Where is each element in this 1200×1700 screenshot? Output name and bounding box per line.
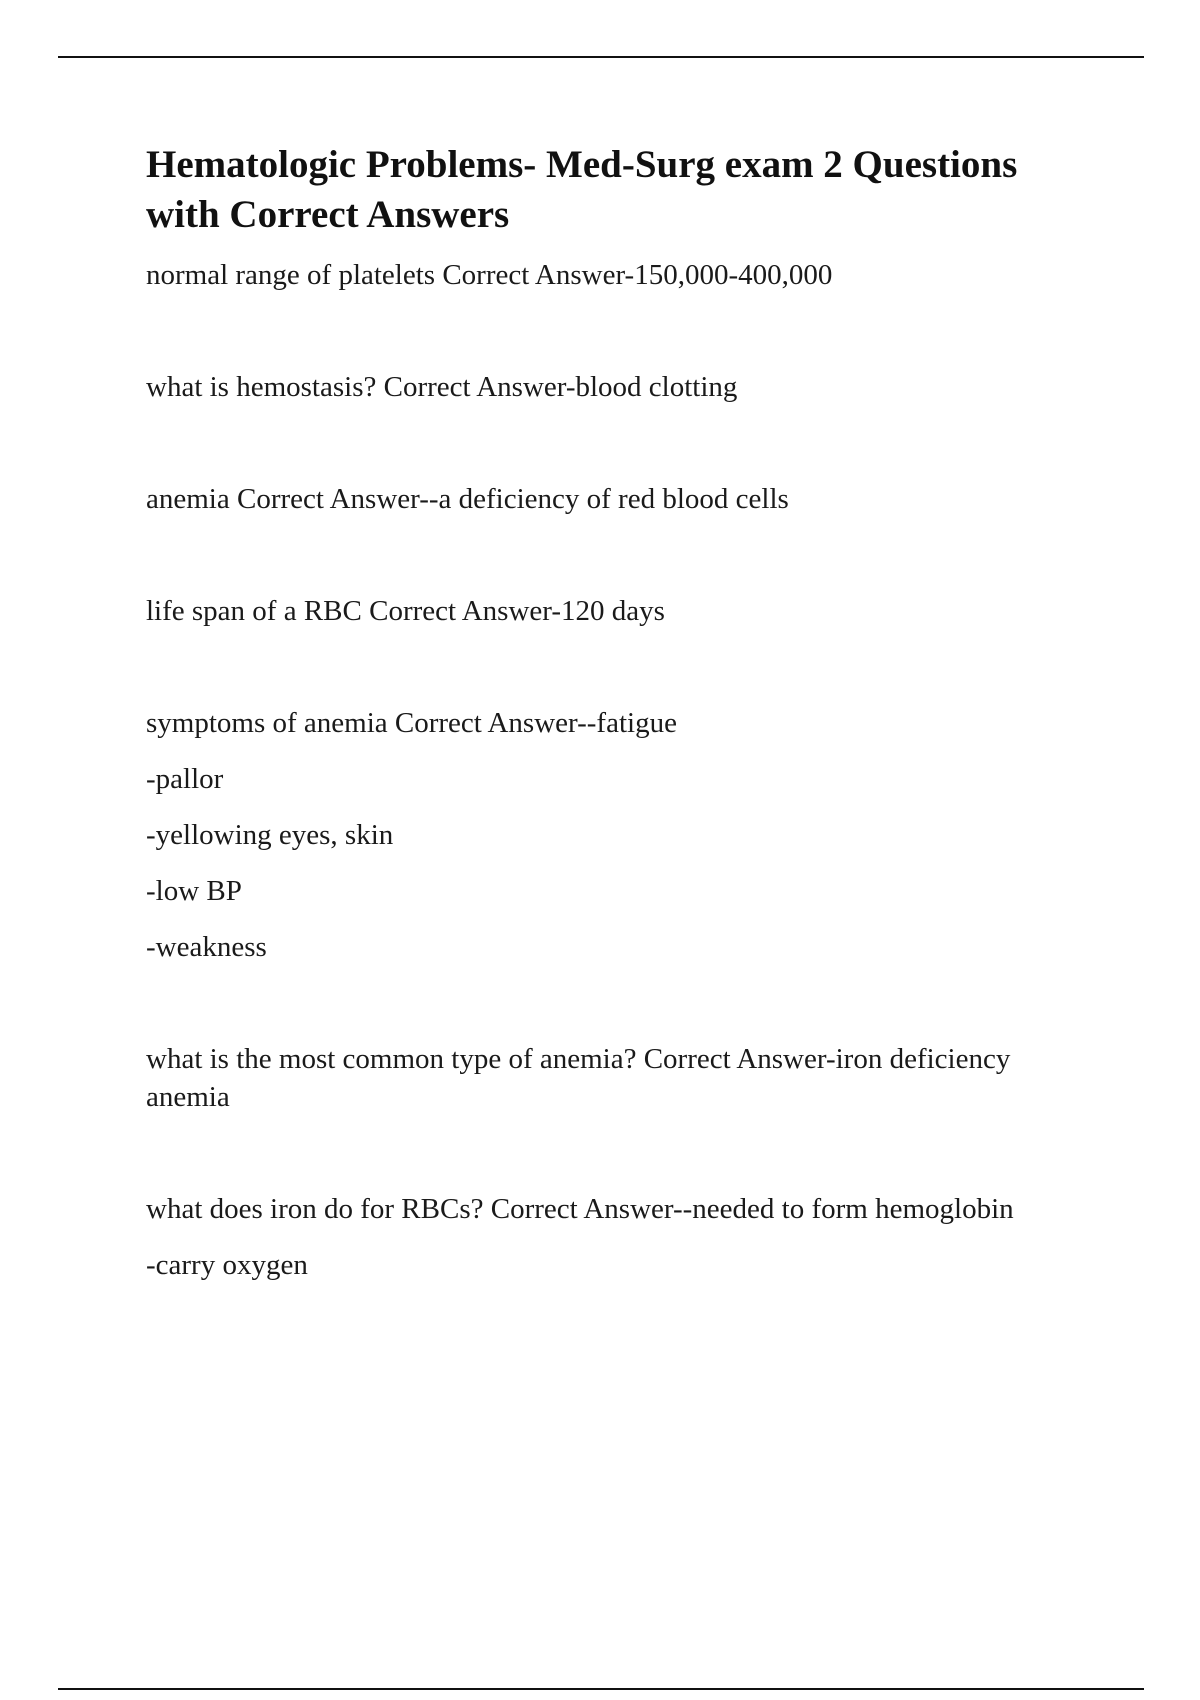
top-divider — [58, 56, 1144, 58]
qa-answer-bullet: -low BP — [146, 875, 242, 907]
qa-answer-bullet: -pallor — [146, 763, 224, 795]
qa-question-answer: what is the most common type of anemia? Correct Answer-iron deficiency anemia — [146, 1043, 1011, 1113]
qa-list — [146, 256, 1076, 1284]
qa-question-answer: what is hemostasis? Correct Answer-blood clotting — [146, 371, 738, 403]
bottom-divider — [58, 1688, 1144, 1690]
qa-question-answer: what does iron do for RBCs? Correct Answer--needed to form hemoglobin — [146, 1193, 1014, 1225]
qa-item — [146, 368, 1076, 406]
qa-question-answer: life span of a RBC Correct Answer-120 days — [146, 595, 665, 627]
qa-item — [146, 1040, 1076, 1116]
qa-answer-bullet: -yellowing eyes, skin — [146, 819, 394, 851]
qa-item — [146, 256, 1076, 294]
qa-answer-bullet: -weakness — [146, 931, 267, 963]
qa-item — [146, 1190, 1076, 1284]
qa-item — [146, 704, 1076, 966]
qa-item — [146, 592, 1076, 630]
qa-question-answer: normal range of platelets Correct Answer-150,000-400,000 — [146, 259, 833, 291]
qa-question-answer: symptoms of anemia Correct Answer--fatigue — [146, 707, 677, 739]
qa-answer-bullet: -carry oxygen — [146, 1249, 308, 1281]
qa-question-answer: anemia Correct Answer--a deficiency of red blood cells — [146, 483, 789, 515]
qa-item — [146, 480, 1076, 518]
document-title: Hematologic Problems- Med-Surg exam 2 Questions with Correct Answers — [146, 143, 1018, 236]
document-body — [146, 140, 1076, 1358]
